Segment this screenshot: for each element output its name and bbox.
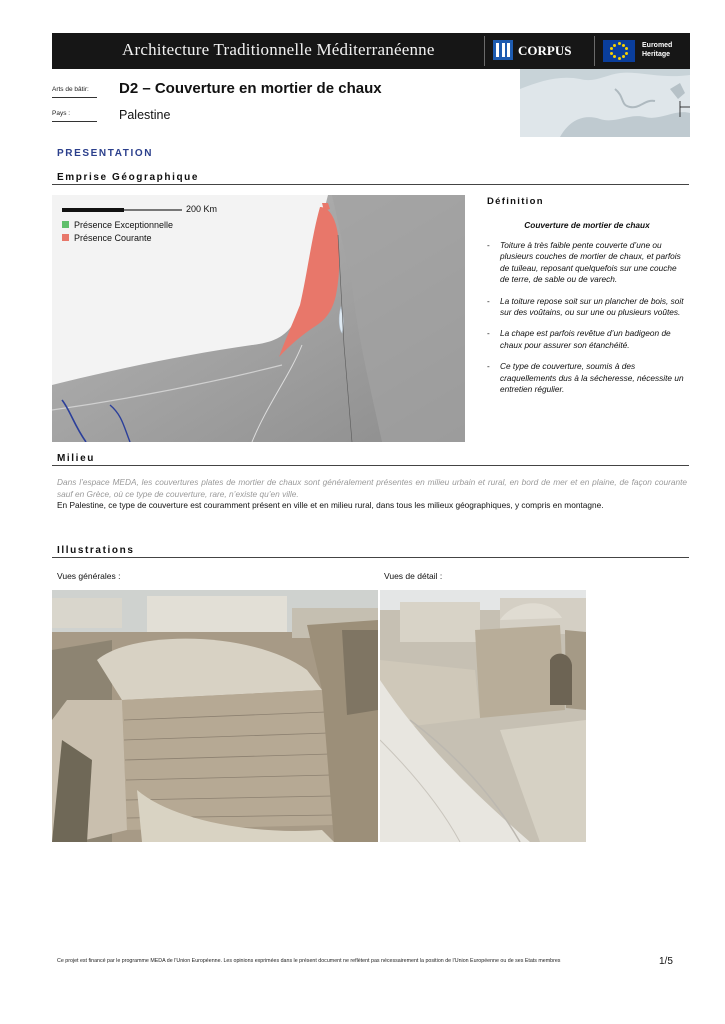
field-underline (52, 97, 97, 98)
definition-item: - Toiture à très faible pente couverte d’une ou plusieurs couches de mortier de chaux, et parfois de tuileau, reposant quelquefois sur une couche de terre, de sable ou de varech. (487, 240, 687, 286)
milieu-palestine-text: En Palestine, ce type de couverture est couramment présent en ville et en milieu rural, dans tous les milieux géographiques, y compris en montagne. (57, 500, 604, 510)
field-underline (52, 121, 97, 122)
legend-label-courante: Présence Courante (74, 233, 152, 243)
scale-bar (62, 208, 124, 212)
header-banner (52, 33, 690, 69)
definition-item: - La toiture repose soit sur un plancher de bois, soit sur des voûtains, ou sur une ou plusieurs voûtes. (487, 296, 687, 319)
legend-label-exceptionnelle: Présence Exceptionnelle (74, 220, 174, 230)
country-name: Palestine (119, 108, 171, 122)
section-milieu: Milieu (57, 453, 95, 464)
banner-separator (594, 36, 595, 66)
section-rule (52, 557, 689, 558)
legend-swatch-courante (62, 234, 69, 241)
section-rule (52, 465, 689, 466)
definition-item: - La chape est parfois revêtue d’un badigeon de chaux pour assurer son étanchéité. (487, 328, 687, 351)
corpus-logo-icon (493, 40, 513, 60)
section-illustrations: Illustrations (57, 545, 135, 556)
definition-list (487, 240, 687, 405)
section-emprise: Emprise Géographique (57, 172, 200, 183)
arts-label: Arts de bâtir: (52, 86, 89, 93)
detail-view-photo (380, 590, 586, 842)
banner-title: Architecture Traditionnelle Méditerranéenne (122, 40, 435, 59)
definition-item: - Ce type de couverture, soumis à des craquellements dus à la sécheresse, nécessite un entretien régulier. (487, 361, 687, 395)
geographic-map (52, 195, 465, 442)
definition-subtitle: Couverture de mortier de chaux (524, 220, 650, 230)
document-title: D2 – Couverture en mortier de chaux (119, 80, 382, 97)
detail-views-label: Vues de détail : (384, 571, 443, 581)
banner-separator (484, 36, 485, 66)
section-presentation: PRESENTATION (57, 148, 154, 159)
scale-label: 200 Km (186, 204, 218, 214)
legend-swatch-exceptionnelle (62, 221, 69, 228)
general-views-label: Vues générales : (57, 571, 121, 581)
section-rule (52, 184, 689, 185)
general-view-photo (52, 590, 378, 842)
milieu-general-text: Dans l’espace MEDA, les couvertures plates de mortier de chaux sont généralement présentes en milieu urbain et rural, en bord de mer et en plaine, de façon courante sauf en Grèce, où ce type de couverture, rare, n’existe qu’en ville. (57, 477, 687, 499)
pays-label: Pays : (52, 110, 71, 117)
footer-disclaimer: Ce projet est financé par le programme MEDA de l'Union Européenne. Les opinions exprimées dans le présent document ne reflètent pas nécessairement la position de l'Union Européenne ou de ses Etats membres (57, 958, 561, 964)
mediterranean-map-image (520, 69, 690, 137)
definition-heading: Définition (487, 196, 544, 207)
scale-bar (124, 209, 182, 211)
euromed-heritage-logo: Euromed Heritage (642, 42, 673, 58)
page-number: 1/5 (659, 956, 673, 967)
eu-flag-icon (603, 40, 635, 62)
corpus-label: CORPUS (518, 43, 572, 58)
